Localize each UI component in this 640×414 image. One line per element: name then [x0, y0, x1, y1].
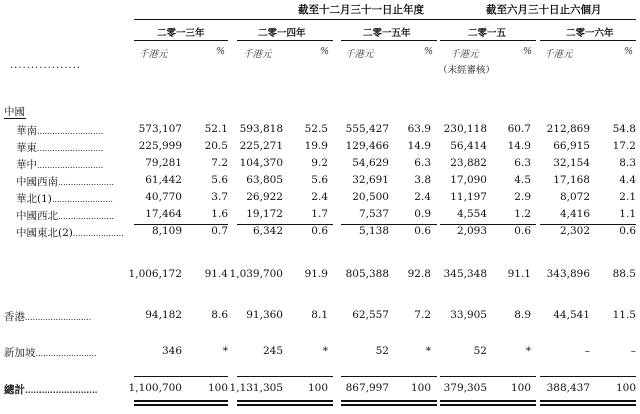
percent-cell: 3.8: [414, 174, 431, 186]
percent-cell: 91.4: [204, 268, 228, 280]
china-label-rule: [4, 118, 26, 119]
amount-cell: 805,388: [345, 268, 389, 280]
unit-pct-2014: %: [320, 46, 330, 57]
percent-cell: 92.8: [407, 268, 431, 280]
amount-cell: 245: [262, 345, 283, 357]
percent-cell: *: [525, 345, 531, 357]
amount-cell: 345,348: [443, 268, 487, 280]
amount-cell: 17,464: [145, 208, 182, 220]
row-label-text: 總計: [4, 384, 25, 396]
amount-cell: 4,416: [559, 208, 590, 220]
percent-cell: 6.3: [514, 157, 531, 169]
amount-cell: 20,500: [352, 191, 389, 203]
amount-cell: 343,896: [546, 268, 590, 280]
year-2013-header: 二零一三年: [157, 28, 205, 39]
double-rule-4b: [440, 404, 536, 406]
percent-cell: 91.9: [304, 268, 328, 280]
leader-dots: ..........................: [37, 127, 104, 136]
row-label-text: 華北(1): [16, 193, 52, 205]
amount-cell: 346: [161, 345, 182, 357]
amount-cell: 17,090: [450, 174, 487, 186]
percent-cell: 2.4: [311, 191, 328, 203]
percent-cell: *: [222, 345, 228, 357]
row-label-text: 新加坡: [4, 347, 36, 359]
unit-hkd-2015: 千港元: [345, 49, 374, 60]
percent-cell: 100: [615, 382, 636, 394]
hongkong-row: [0, 309, 640, 323]
leader-dots: ......................: [58, 212, 114, 221]
percent-cell: 19.9: [304, 140, 328, 152]
annual-header-rule: [134, 19, 450, 20]
percent-cell: 63.9: [407, 123, 431, 135]
percent-cell: 14.9: [507, 140, 531, 152]
percent-cell: 11.5: [612, 309, 636, 321]
region-row: [0, 123, 640, 137]
row-label: [4, 345, 97, 360]
row-label: [16, 157, 103, 172]
amount-cell: 94,182: [145, 309, 182, 321]
interim-period-header: 截至六月三十日止六個月: [486, 4, 602, 16]
amount-cell: 225,999: [138, 140, 182, 152]
interim-2016-rule: [540, 40, 636, 41]
double-rule-1b: [134, 404, 228, 406]
double-rule-3b: [341, 404, 437, 406]
interim-header-rule: [440, 19, 636, 20]
amount-cell: 1,131,305: [229, 382, 283, 394]
amount-cell: 40,770: [145, 191, 182, 203]
row-label-text: 中國西北: [16, 210, 58, 222]
leader-dots: ..........................: [25, 313, 92, 322]
amount-cell: 1,100,700: [128, 382, 182, 394]
row-label: [4, 382, 97, 397]
percent-cell: 2.4: [414, 191, 431, 203]
amount-cell: 91,360: [246, 309, 283, 321]
percent-cell: 17.2: [612, 140, 636, 152]
percent-cell: 5.6: [311, 174, 328, 186]
amount-cell: 56,414: [450, 140, 487, 152]
row-label-text: 華南: [16, 125, 37, 137]
percent-cell: 20.5: [204, 140, 228, 152]
amount-cell: 8,109: [151, 225, 182, 237]
amount-cell: 61,442: [145, 174, 182, 186]
percent-cell: 6.3: [414, 157, 431, 169]
year-2014-rule: [237, 40, 333, 41]
amount-cell: 54,629: [352, 157, 389, 169]
amount-cell: 66,915: [553, 140, 590, 152]
region-row: [0, 208, 640, 222]
amount-cell: 52: [473, 345, 487, 357]
row-label-text: 華中: [16, 159, 37, 171]
percent-cell: 0.6: [311, 225, 328, 237]
amount-cell: 7,537: [358, 208, 389, 220]
percent-cell: 88.5: [612, 268, 636, 280]
unit-pct-interim-2015: %: [523, 46, 533, 57]
percent-cell: 14.9: [407, 140, 431, 152]
amount-cell: 573,107: [138, 123, 182, 135]
amount-cell: 388,437: [546, 382, 590, 394]
interim-2016-header: 二零一六年: [566, 28, 614, 39]
percent-cell: 8.6: [211, 309, 228, 321]
amount-cell: 79,281: [145, 157, 182, 169]
row-label: [16, 225, 124, 240]
rule-above-subtotal-2: [237, 224, 333, 225]
amount-cell: 1,039,700: [229, 268, 283, 280]
amount-cell: –: [584, 345, 590, 357]
leader-dots: ........................: [51, 195, 113, 204]
amount-cell: 4,554: [456, 208, 487, 220]
china-subtotal-row: [0, 268, 640, 282]
percent-cell: 100: [207, 382, 228, 394]
region-row: [0, 140, 640, 154]
percent-cell: 0.6: [619, 225, 636, 237]
percent-cell: 100: [410, 382, 431, 394]
header-leader-dots: .................: [10, 60, 82, 71]
amount-cell: 225,271: [239, 140, 283, 152]
row-label: [4, 309, 91, 324]
amount-cell: 8,072: [559, 191, 590, 203]
amount-cell: 32,154: [553, 157, 590, 169]
percent-cell: *: [425, 345, 431, 357]
unit-pct-2013: %: [216, 46, 226, 57]
amount-cell: 5,138: [358, 225, 389, 237]
unaudited-note: （未經審核）: [438, 65, 496, 76]
percent-cell: 60.7: [507, 123, 531, 135]
amount-cell: 1,006,172: [128, 268, 182, 280]
amount-cell: 379,305: [443, 382, 487, 394]
unit-hkd-interim-2016: 千港元: [544, 49, 573, 60]
year-2014-header: 二零一四年: [258, 28, 306, 39]
amount-cell: 17,168: [553, 174, 590, 186]
amount-cell: 33,905: [450, 309, 487, 321]
region-row: [0, 157, 640, 171]
year-2015-rule: [341, 40, 437, 41]
row-label-text: 華東: [16, 142, 37, 154]
amount-cell: 212,869: [546, 123, 590, 135]
row-label-text: 中國西南: [16, 176, 58, 188]
row-label: [16, 140, 103, 155]
percent-cell: 4.5: [514, 174, 531, 186]
unit-hkd-2013: 千港元: [139, 49, 168, 60]
unit-hkd-interim-2015: 千港元: [450, 49, 479, 60]
amount-cell: 867,997: [345, 382, 389, 394]
percent-cell: 1.7: [311, 208, 328, 220]
rule-above-total-3: [341, 376, 437, 377]
percent-cell: 9.2: [311, 157, 328, 169]
percent-cell: 7.2: [414, 309, 431, 321]
unit-pct-2015: %: [424, 46, 434, 57]
rule-above-total-4: [440, 376, 536, 377]
leader-dots: ..........................: [25, 385, 98, 395]
percent-cell: –: [630, 345, 636, 357]
percent-cell: 5.6: [211, 174, 228, 186]
rule-above-subtotal-4: [440, 224, 536, 225]
double-rule-1a: [134, 400, 228, 402]
amount-cell: 32,691: [352, 174, 389, 186]
amount-cell: 129,466: [345, 140, 389, 152]
percent-cell: 0.6: [414, 225, 431, 237]
percent-cell: 1.6: [211, 208, 228, 220]
amount-cell: 593,818: [239, 123, 283, 135]
percent-cell: 2.1: [619, 191, 636, 203]
year-2015-header: 二零一五年: [363, 28, 411, 39]
rule-above-subtotal-3: [341, 224, 437, 225]
rule-above-total-5: [540, 376, 636, 377]
amount-cell: 62,557: [352, 309, 389, 321]
leader-dots: ..........................: [37, 144, 104, 153]
percent-cell: 0.6: [514, 225, 531, 237]
percent-cell: 52.1: [204, 123, 228, 135]
percent-cell: 91.1: [507, 268, 531, 280]
amount-cell: 555,427: [345, 123, 389, 135]
percent-cell: 8.3: [619, 157, 636, 169]
row-label-text: 中國東北(2): [16, 227, 73, 239]
amount-cell: 2,093: [456, 225, 487, 237]
rule-above-subtotal-5: [540, 224, 636, 225]
amount-cell: 104,370: [239, 157, 283, 169]
double-rule-5b: [540, 404, 636, 406]
double-rule-2b: [237, 404, 333, 406]
amount-cell: 63,805: [246, 174, 283, 186]
region-row: [0, 174, 640, 188]
percent-cell: 7.2: [211, 157, 228, 169]
unit-hkd-2014: 千港元: [243, 49, 272, 60]
percent-cell: 1.2: [514, 208, 531, 220]
percent-cell: 3.7: [211, 191, 228, 203]
amount-cell: 44,541: [553, 309, 590, 321]
leader-dots: ..........................: [37, 161, 104, 170]
singapore-row: [0, 345, 640, 359]
section-china-label: 中國: [4, 106, 25, 118]
leader-dots: ....................: [72, 229, 124, 238]
amount-cell: 26,922: [246, 191, 283, 203]
double-rule-5a: [540, 400, 636, 402]
percent-cell: 0.9: [414, 208, 431, 220]
percent-cell: 8.9: [514, 309, 531, 321]
region-row: [0, 191, 640, 205]
total-row: [0, 382, 640, 396]
percent-cell: 52.5: [304, 123, 328, 135]
rule-above-total-1: [134, 376, 228, 377]
amount-cell: 19,172: [246, 208, 283, 220]
year-2013-rule: [134, 40, 228, 41]
double-rule-2a: [237, 400, 333, 402]
unit-pct-interim-2016: %: [624, 46, 634, 57]
rule-above-subtotal-1: [134, 224, 228, 225]
percent-cell: 8.1: [311, 309, 328, 321]
amount-cell: 11,197: [450, 191, 487, 203]
double-rule-4a: [440, 400, 536, 402]
row-label: [16, 123, 103, 138]
percent-cell: 0.7: [211, 225, 228, 237]
percent-cell: 4.4: [619, 174, 636, 186]
percent-cell: 54.8: [612, 123, 636, 135]
row-label: [16, 191, 113, 206]
amount-cell: 6,342: [252, 225, 283, 237]
leader-dots: ......................: [58, 178, 114, 187]
rule-above-total-2: [237, 376, 333, 377]
leader-dots: ........................: [35, 349, 97, 358]
row-label-text: 香港: [4, 311, 25, 323]
amount-cell: 2,302: [559, 225, 590, 237]
interim-2015-rule: [440, 40, 536, 41]
percent-cell: 100: [307, 382, 328, 394]
double-rule-3a: [341, 400, 437, 402]
percent-cell: 1.1: [619, 208, 636, 220]
interim-2015-header: 二零一五: [468, 28, 507, 39]
region-row: [0, 225, 640, 239]
row-label: [16, 174, 114, 189]
amount-cell: 52: [375, 345, 389, 357]
row-label: [16, 208, 114, 223]
annual-period-header: 截至十二月三十一日止年度: [298, 4, 424, 16]
amount-cell: 230,118: [443, 123, 487, 135]
percent-cell: *: [322, 345, 328, 357]
amount-cell: 23,882: [450, 157, 487, 169]
percent-cell: 100: [510, 382, 531, 394]
percent-cell: 2.9: [514, 191, 531, 203]
